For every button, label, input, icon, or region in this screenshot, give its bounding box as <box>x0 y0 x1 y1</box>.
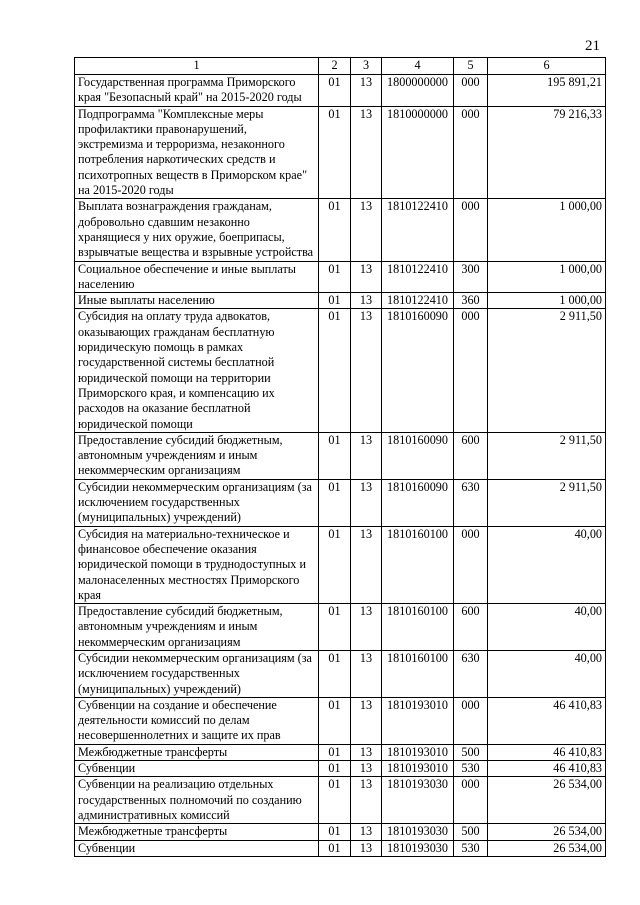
row-section: 01 <box>319 777 351 824</box>
row-subsection: 13 <box>351 777 382 824</box>
row-amount: 46 410,83 <box>488 697 606 744</box>
header-row <box>75 58 606 75</box>
row-section: 01 <box>319 744 351 760</box>
header-col-4: 4 <box>382 58 454 75</box>
row-subsection: 13 <box>351 824 382 840</box>
row-subsection: 13 <box>351 293 382 309</box>
row-amount: 40,00 <box>488 604 606 651</box>
header-col-1: 1 <box>75 58 319 75</box>
budget-table <box>74 57 606 857</box>
row-amount: 2 911,50 <box>488 309 606 432</box>
table-row <box>75 106 606 199</box>
table-row <box>75 697 606 744</box>
row-target-code: 1810000000 <box>382 106 454 199</box>
row-section: 01 <box>319 650 351 697</box>
row-expense-type: 360 <box>454 293 488 309</box>
row-section: 01 <box>319 199 351 261</box>
row-name: Социальное обеспечение и иные выплаты населению <box>75 261 319 293</box>
row-target-code: 1810160100 <box>382 604 454 651</box>
row-amount: 195 891,21 <box>488 75 606 107</box>
row-target-code: 1810160090 <box>382 479 454 526</box>
row-section: 01 <box>319 432 351 479</box>
row-subsection: 13 <box>351 106 382 199</box>
row-section: 01 <box>319 75 351 107</box>
row-expense-type: 300 <box>454 261 488 293</box>
row-target-code: 1810122410 <box>382 199 454 261</box>
row-amount: 2 911,50 <box>488 432 606 479</box>
table-row <box>75 777 606 824</box>
row-target-code: 1810193010 <box>382 744 454 760</box>
row-name: Субсидия на материально-техническое и финансовое обеспечение оказания юридической помощи в труднодоступных и малонаселенных местностях Приморского края <box>75 526 319 603</box>
row-section: 01 <box>319 761 351 777</box>
row-target-code: 1810160100 <box>382 526 454 603</box>
row-section: 01 <box>319 293 351 309</box>
row-target-code: 1810122410 <box>382 293 454 309</box>
row-amount: 40,00 <box>488 650 606 697</box>
table-row <box>75 432 606 479</box>
row-target-code: 1800000000 <box>382 75 454 107</box>
row-target-code: 1810160090 <box>382 432 454 479</box>
row-name: Субвенции <box>75 840 319 856</box>
row-expense-type: 000 <box>454 777 488 824</box>
header-col-5: 5 <box>454 58 488 75</box>
row-expense-type: 530 <box>454 840 488 856</box>
row-name: Предоставление субсидий бюджетным, автономным учреждениям и иным некоммерческим организациям <box>75 604 319 651</box>
table-row <box>75 309 606 432</box>
row-amount: 26 534,00 <box>488 824 606 840</box>
row-name: Выплата вознаграждения гражданам, добровольно сдавшим незаконно хранящиеся у них оружие, боеприпасы, взрывчатые вещества и взрывные устройства <box>75 199 319 261</box>
row-expense-type: 000 <box>454 199 488 261</box>
row-expense-type: 000 <box>454 75 488 107</box>
row-section: 01 <box>319 526 351 603</box>
row-name: Субсидия на оплату труда адвокатов, оказывающих гражданам бесплатную юридическую помощь в рамках государственной системы бесплатной юридической помощи на территории Приморского края, и компенсацию их расходов на оказание бесплатной юридической помощи <box>75 309 319 432</box>
row-expense-type: 630 <box>454 650 488 697</box>
row-expense-type: 600 <box>454 432 488 479</box>
table-row <box>75 75 606 107</box>
row-target-code: 1810122410 <box>382 261 454 293</box>
row-amount: 2 911,50 <box>488 479 606 526</box>
table-row <box>75 526 606 603</box>
table-row <box>75 650 606 697</box>
row-name: Субвенции на создание и обеспечение деятельности комиссий по делам несовершеннолетних и защите их прав <box>75 697 319 744</box>
row-expense-type: 500 <box>454 744 488 760</box>
row-name: Иные выплаты населению <box>75 293 319 309</box>
row-expense-type: 000 <box>454 697 488 744</box>
table-row <box>75 199 606 261</box>
row-subsection: 13 <box>351 199 382 261</box>
row-subsection: 13 <box>351 261 382 293</box>
row-expense-type: 530 <box>454 761 488 777</box>
header-col-6: 6 <box>488 58 606 75</box>
row-target-code: 1810160100 <box>382 650 454 697</box>
row-target-code: 1810193010 <box>382 697 454 744</box>
row-amount: 1 000,00 <box>488 293 606 309</box>
row-name: Подпрограмма "Комплексные меры профилактики правонарушений, экстремизма и терроризма, незаконного потребления наркотических средств и психотропных веществ в Приморском крае" на 2015-2020 годы <box>75 106 319 199</box>
row-expense-type: 000 <box>454 309 488 432</box>
table-row <box>75 824 606 840</box>
row-section: 01 <box>319 840 351 856</box>
row-expense-type: 600 <box>454 604 488 651</box>
row-amount: 26 534,00 <box>488 777 606 824</box>
row-expense-type: 630 <box>454 479 488 526</box>
row-name: Предоставление субсидий бюджетным, автономным учреждениям и иным некоммерческим организациям <box>75 432 319 479</box>
row-subsection: 13 <box>351 432 382 479</box>
row-amount: 1 000,00 <box>488 199 606 261</box>
row-subsection: 13 <box>351 479 382 526</box>
row-target-code: 1810193030 <box>382 777 454 824</box>
row-expense-type: 500 <box>454 824 488 840</box>
row-subsection: 13 <box>351 309 382 432</box>
row-amount: 46 410,83 <box>488 761 606 777</box>
table-row <box>75 261 606 293</box>
row-amount: 26 534,00 <box>488 840 606 856</box>
row-section: 01 <box>319 106 351 199</box>
row-section: 01 <box>319 479 351 526</box>
row-name: Субсидии некоммерческим организациям (за исключением государственных (муниципальных) учреждений) <box>75 650 319 697</box>
row-target-code: 1810160090 <box>382 309 454 432</box>
row-subsection: 13 <box>351 604 382 651</box>
row-section: 01 <box>319 309 351 432</box>
row-amount: 46 410,83 <box>488 744 606 760</box>
page-number: 21 <box>585 38 600 54</box>
row-subsection: 13 <box>351 526 382 603</box>
table-row <box>75 604 606 651</box>
row-expense-type: 000 <box>454 526 488 603</box>
row-section: 01 <box>319 824 351 840</box>
row-target-code: 1810193030 <box>382 824 454 840</box>
row-name: Межбюджетные трансферты <box>75 824 319 840</box>
row-name: Субвенции на реализацию отдельных государственных полномочий по созданию административных комиссий <box>75 777 319 824</box>
row-target-code: 1810193010 <box>382 761 454 777</box>
header-col-3: 3 <box>351 58 382 75</box>
row-section: 01 <box>319 697 351 744</box>
row-name: Субвенции <box>75 761 319 777</box>
header-col-2: 2 <box>319 58 351 75</box>
row-amount: 79 216,33 <box>488 106 606 199</box>
row-subsection: 13 <box>351 75 382 107</box>
row-target-code: 1810193030 <box>382 840 454 856</box>
row-subsection: 13 <box>351 650 382 697</box>
row-name: Государственная программа Приморского края "Безопасный край" на 2015-2020 годы <box>75 75 319 107</box>
row-subsection: 13 <box>351 697 382 744</box>
row-expense-type: 000 <box>454 106 488 199</box>
row-amount: 1 000,00 <box>488 261 606 293</box>
row-subsection: 13 <box>351 761 382 777</box>
table-row <box>75 479 606 526</box>
table-row <box>75 761 606 777</box>
table-row <box>75 293 606 309</box>
table-row <box>75 840 606 856</box>
row-amount: 40,00 <box>488 526 606 603</box>
row-section: 01 <box>319 261 351 293</box>
row-section: 01 <box>319 604 351 651</box>
row-subsection: 13 <box>351 744 382 760</box>
row-name: Межбюджетные трансферты <box>75 744 319 760</box>
row-subsection: 13 <box>351 840 382 856</box>
row-name: Субсидии некоммерческим организациям (за исключением государственных (муниципальных) учреждений) <box>75 479 319 526</box>
table-row <box>75 744 606 760</box>
